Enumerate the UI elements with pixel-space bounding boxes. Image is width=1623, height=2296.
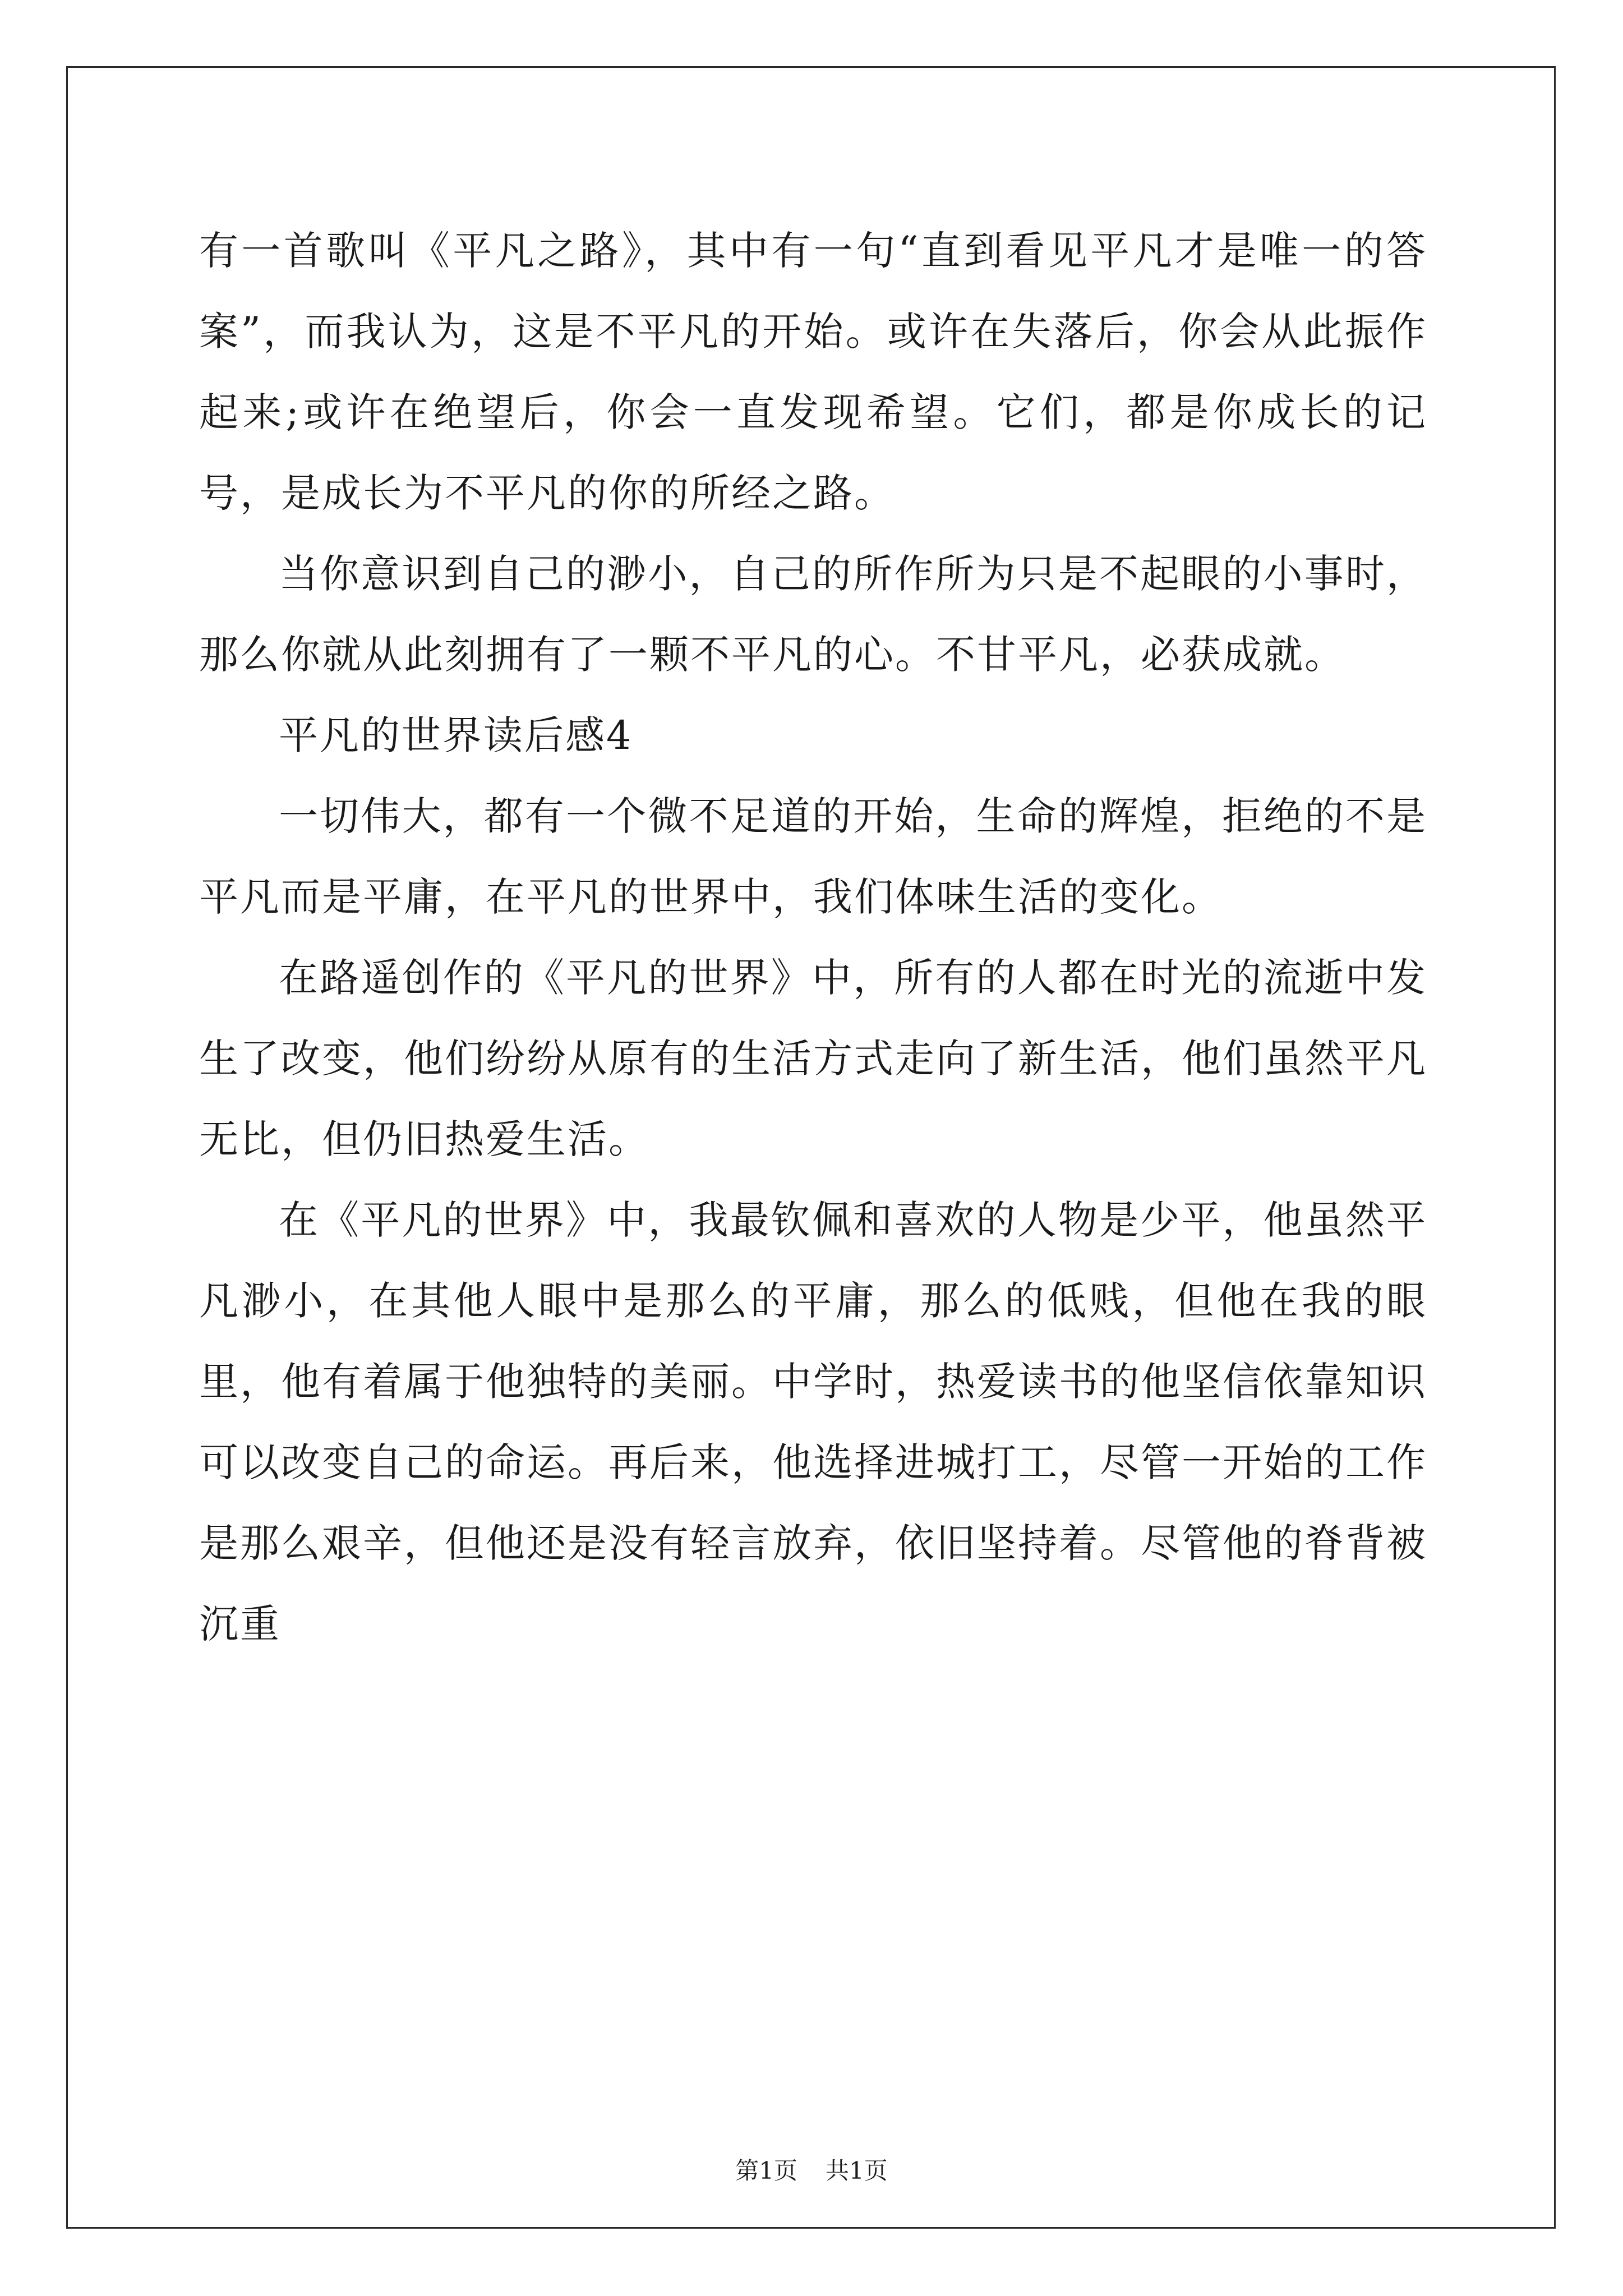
paragraph-1: 有一首歌叫《平凡之路》，其中有一句“直到看见平凡才是唯一的答案”，而我认为，这是不平凡的开始。或许在失落后，你会从此振作起来;或许在绝望后，你会一直发现希望。它们，都是你成长的记号，是成长为不平凡的你的所经之路。 bbox=[199, 228, 1427, 516]
paragraph-2: 当你意识到自己的渺小，自己的所作所为只是不起眼的小事时，那么你就从此刻拥有了一颗不平凡的心。不甘平凡，必获成就。 bbox=[199, 551, 1427, 678]
page-total: 共1页 bbox=[826, 2157, 888, 2184]
paragraph-4: 在路遥创作的《平凡的世界》中，所有的人都在时光的流逝中发生了改变，他们纷纷从原有的生活方式走向了新生活，他们虽然平凡无比，但仍旧热爱生活。 bbox=[199, 955, 1427, 1162]
page-number: 第1页 bbox=[735, 2157, 797, 2184]
page-footer bbox=[0, 2157, 1623, 2185]
document-body bbox=[199, 210, 1427, 1664]
paragraph-5: 在《平凡的世界》中，我最钦佩和喜欢的人物是少平，他虽然平凡渺小，在其他人眼中是那么的平庸，那么的低贱，但他在我的眼里，他有着属于他独特的美丽。中学时，热爱读书的他坚信依靠知识可以改变自己的命运。再后来，他选择进城打工，尽管一开始的工作是那么艰辛，但他还是没有轻言放弃，依旧坚持着。尽管他的脊背被沉重 bbox=[199, 1197, 1427, 1647]
paragraph-3: 一切伟大，都有一个微不足道的开始，生命的辉煌，拒绝的不是平凡而是平庸，在平凡的世界中，我们体味生活的变化。 bbox=[199, 793, 1427, 920]
section-heading: 平凡的世界读后感4 bbox=[279, 712, 633, 758]
